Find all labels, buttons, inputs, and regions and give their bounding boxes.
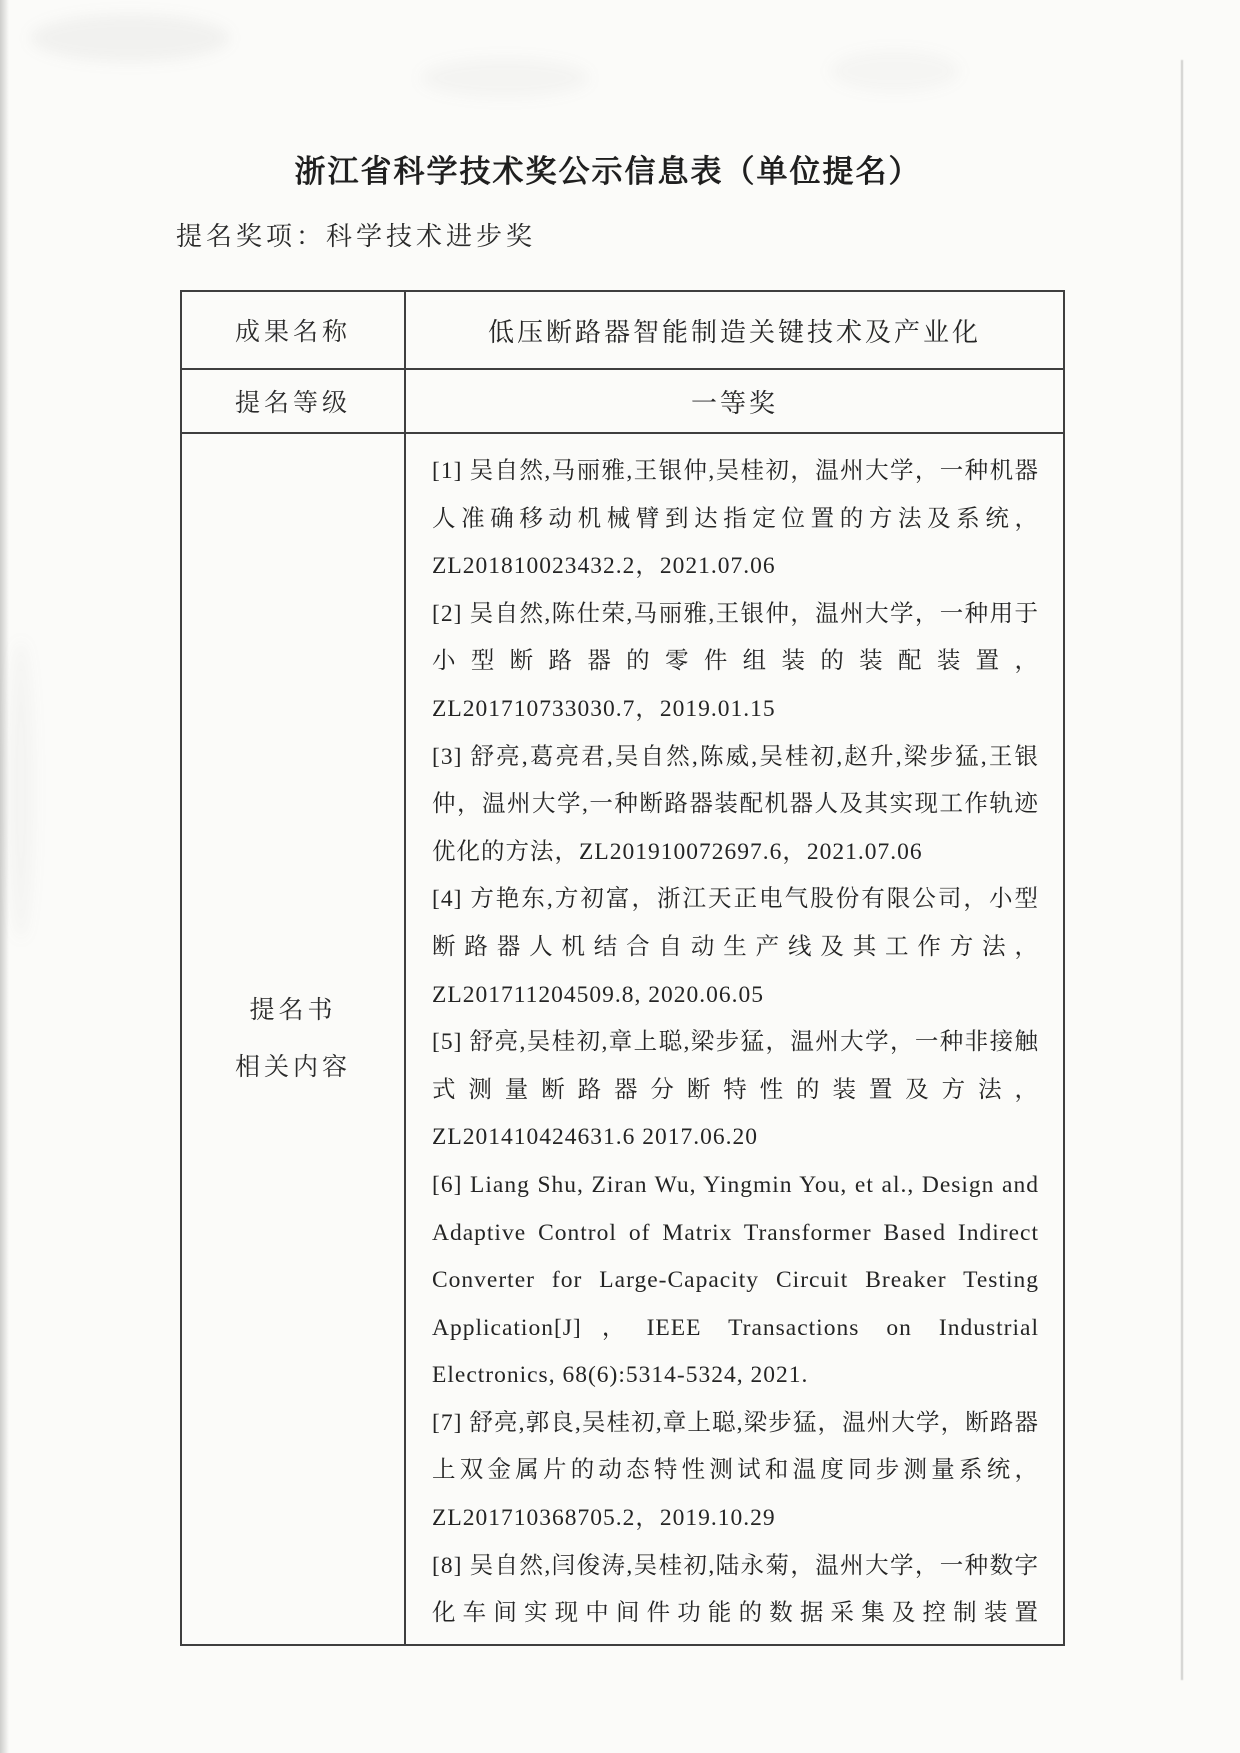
result-name-label: 成果名称 — [181, 291, 405, 369]
reference-item: [7] 舒亮,郭良,吴桂初,章上聪,梁步猛，温州大学，断路器上双金属片的动态特性测试和温度同步测量系统，ZL201710368705.2，2019.10.29 — [432, 1409, 1039, 1532]
table-row-nomination-content — [181, 433, 1064, 1645]
scan-smudge — [420, 58, 590, 98]
page-title: 浙江省科学技术奖公示信息表（单位提名） — [294, 154, 922, 189]
reference-item: [3] 舒亮,葛亮君,吴自然,陈威,吴桂初,赵升,梁步猛,王银仲，温州大学,一种断路器装配机器人及其实现工作轨迹优化的方法，ZL201910072697.6，2021.07.06 — [432, 743, 1039, 865]
reference-item: [5] 舒亮,吴桂初,章上聪,梁步猛，温州大学，一种非接触式测量断路器分断特性的装置及方法，ZL201410424631.6 2017.06.20 — [432, 1029, 1039, 1151]
table-row-nomination-grade — [181, 369, 1064, 433]
scan-left-edge-shadow — [0, 0, 9, 1753]
award-category-line: 提名奖项：科学技术进步奖 — [176, 222, 537, 251]
nomination-content-label-line1: 提名书 — [249, 997, 337, 1024]
reference-list — [406, 434, 1063, 1644]
scan-smudge — [830, 50, 960, 92]
nomination-grade-label: 提名等级 — [181, 369, 405, 433]
scan-right-edge-line — [1181, 60, 1183, 1680]
info-table — [180, 290, 1065, 1646]
nomination-content-cell — [405, 433, 1064, 1645]
nomination-content-label-line2: 相关内容 — [234, 1054, 351, 1081]
reference-item: [2] 吴自然,陈仕荣,马丽雅,王银仲，温州大学，一种用于小型断路器的零件组装的装配装置，ZL201710733030.7，2019.01.15 — [432, 600, 1039, 722]
scan-smudge — [30, 14, 230, 62]
reference-item: [1] 吴自然,马丽雅,王银仲,吴桂初，温州大学，一种机器人准确移动机械臂到达指定位置的方法及系统，ZL201810023432.2，2021.07.06 — [432, 458, 1039, 580]
result-name-value: 低压断路器智能制造关键技术及产业化 — [405, 291, 1064, 369]
scan-smudge — [8, 640, 34, 940]
nomination-grade-value: 一等奖 — [405, 369, 1064, 433]
reference-item: [6] Liang Shu, Ziran Wu, Yingmin You, et al., Design and Adaptive Control of Matrix Transformer Based Indirect Converter for Large-Capacity Circuit Breaker Testing Application[J]，IEEE Transactions on Industrial Electronics, 68(6):5314-5324, 2021. — [432, 1171, 1039, 1389]
table-row-result-name — [181, 291, 1064, 369]
reference-item: [8] 吴自然,闫俊涛,吴桂初,陆永菊，温州大学，一种数字化车间实现中间件功能的数据采集及控制装置 — [432, 1552, 1039, 1627]
reference-item: [4] 方艳东,方初富，浙江天正电气股份有限公司，小型断路器人机结合自动生产线及其工作方法，ZL201711204509.8, 2020.06.05 — [432, 886, 1039, 1008]
nomination-content-label — [181, 433, 405, 1645]
